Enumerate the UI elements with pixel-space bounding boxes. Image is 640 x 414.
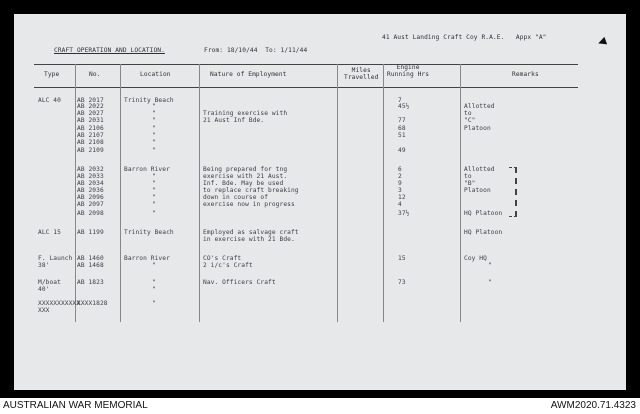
cell-engine-hours: 77	[398, 117, 406, 124]
cell-engine-hours: 45½	[398, 103, 410, 110]
cell-location: "	[152, 125, 156, 132]
cell-number: AB 2106	[77, 125, 104, 132]
cell-location: "	[152, 187, 156, 194]
cell-location: "	[152, 173, 156, 180]
column-divider	[460, 64, 461, 322]
cell-location: "	[152, 201, 156, 208]
header-nature: Nature of Employment	[210, 71, 287, 78]
column-divider	[199, 64, 200, 322]
cell-number: AB 1460	[77, 255, 104, 262]
header-remarks: Remarks	[512, 71, 539, 78]
cell-nature: Nav. Officers Craft	[203, 279, 276, 286]
cell-remarks: "	[488, 279, 492, 286]
cell-engine-hours: 4	[398, 201, 402, 208]
cell-number: AB 2109	[77, 147, 104, 154]
cell-remarks: Platoon	[464, 125, 491, 132]
cell-number: AB 2017	[77, 97, 104, 104]
column-divider	[383, 64, 384, 322]
cell-number: AB 2107	[77, 132, 104, 139]
cell-number: AB 2027	[77, 110, 104, 117]
cell-number: AB 1468	[77, 262, 104, 269]
cell-nature: Inf. Bde. May be used	[203, 180, 284, 187]
cell-number: AB 1199	[77, 229, 104, 236]
cell-engine-hours: 2	[398, 173, 402, 180]
column-divider	[337, 64, 338, 322]
cell-nature: exercise with 21 Aust.	[203, 173, 288, 180]
cell-type: 38'	[38, 262, 50, 269]
cell-remarks: Allotted	[464, 103, 495, 110]
cell-location: "	[152, 103, 156, 110]
header-engine-hours: Engine Running Hrs	[387, 64, 430, 78]
header-miles: Miles Travelled	[344, 67, 379, 81]
cell-engine-hours: 37½	[398, 210, 410, 217]
footer-accession: AWM2020.71.4323	[550, 400, 636, 411]
cell-location: "	[152, 180, 156, 187]
cell-remarks: Platoon	[464, 187, 491, 194]
cell-remarks: HQ Platoon	[464, 210, 503, 217]
cell-engine-hours: 15	[398, 255, 406, 262]
cell-number: AB 1823	[77, 279, 104, 286]
cell-number: AB 2036	[77, 187, 104, 194]
cell-type: ALC 40	[38, 97, 61, 104]
cell-number: AB 2034	[77, 180, 104, 187]
cell-nature: CO's Craft	[203, 255, 242, 262]
cell-type: ALC 15	[38, 229, 61, 236]
cell-type: F. Launch	[38, 255, 73, 262]
cell-number: AB 2022	[77, 103, 104, 110]
archive-footer	[0, 398, 640, 414]
cell-location: "	[152, 117, 156, 124]
document-period: From: 18/10/44 To: 1/11/44	[204, 47, 308, 54]
cell-location: "	[152, 300, 156, 307]
cell-location: "	[152, 279, 156, 286]
cell-location: Barron River	[124, 255, 170, 262]
cell-engine-hours: 73	[398, 279, 406, 286]
column-divider	[75, 64, 76, 322]
cell-remarks: to	[464, 110, 472, 117]
header-location: Location	[140, 71, 171, 78]
cell-location: Barron River	[124, 166, 170, 173]
cell-remarks: Allotted	[464, 166, 495, 173]
cell-nature: down in course of	[203, 194, 269, 201]
cell-number: AB 2031	[77, 117, 104, 124]
table-top-rule	[34, 64, 578, 65]
cell-nature: to replace craft breaking	[203, 187, 299, 194]
cell-type: M/boat	[38, 279, 61, 286]
cell-location: "	[152, 147, 156, 154]
cell-location: "	[152, 132, 156, 139]
cell-engine-hours: 49	[398, 147, 406, 154]
cell-number: AB 2033	[77, 173, 104, 180]
cell-location: "	[152, 110, 156, 117]
cell-location: "	[152, 210, 156, 217]
cell-remarks: "C"	[464, 117, 476, 124]
cell-nature: Employed as salvage craft	[203, 229, 299, 236]
remarks-bracket	[509, 167, 517, 217]
cell-nature: 2 i/c's Craft	[203, 262, 253, 269]
cell-number: AB 2108	[77, 139, 104, 146]
cell-remarks: Coy HQ	[464, 255, 487, 262]
cell-number: AB 2097	[77, 201, 104, 208]
cell-nature: Being prepared for tng	[203, 166, 288, 173]
cell-number: AB 2096	[77, 194, 104, 201]
cell-remarks: HQ Platoon	[464, 229, 503, 236]
cell-remarks: "B"	[464, 180, 476, 187]
cell-type: XXXXXXXXXXX	[38, 300, 81, 307]
cell-type: XXX	[38, 307, 50, 314]
cell-location: Trinity Beach	[124, 229, 174, 236]
table-header-rule	[34, 87, 578, 88]
cell-engine-hours: 7	[398, 97, 402, 104]
cell-location: "	[152, 139, 156, 146]
cell-location: "	[152, 286, 156, 293]
unit-heading: 41 Aust Landing Craft Coy R.A.E. Appx "A"	[382, 34, 547, 41]
cell-engine-hours: 68	[398, 125, 406, 132]
cell-engine-hours: 51	[398, 132, 406, 139]
cell-engine-hours: 9	[398, 180, 402, 187]
cell-remarks: to	[464, 173, 472, 180]
cell-engine-hours: 12	[398, 194, 406, 201]
cell-nature: exercise now in progress	[203, 201, 295, 208]
column-divider	[120, 64, 121, 322]
cell-location: "	[152, 262, 156, 269]
header-type: Type	[44, 71, 60, 78]
cell-engine-hours: 6	[398, 166, 402, 173]
cell-nature: in exercise with 21 Bde.	[203, 236, 295, 243]
cell-engine-hours: 3	[398, 187, 402, 194]
cell-nature: Training exercise with	[203, 110, 288, 117]
header-number: No.	[89, 71, 101, 78]
cell-remarks: "	[488, 262, 492, 269]
cell-location: "	[152, 194, 156, 201]
document-title: CRAFT OPERATION AND LOCATION.	[54, 47, 165, 54]
cell-nature: 21 Aust Inf Bde.	[203, 117, 265, 124]
cell-number: XXXX1828	[77, 300, 108, 307]
cell-type: 40'	[38, 286, 50, 293]
footer-institution: AUSTRALIAN WAR MEMORIAL	[3, 400, 148, 411]
cell-number: AB 2032	[77, 166, 104, 173]
cell-location: Trinity Beach	[124, 97, 174, 104]
cell-number: AB 2098	[77, 210, 104, 217]
